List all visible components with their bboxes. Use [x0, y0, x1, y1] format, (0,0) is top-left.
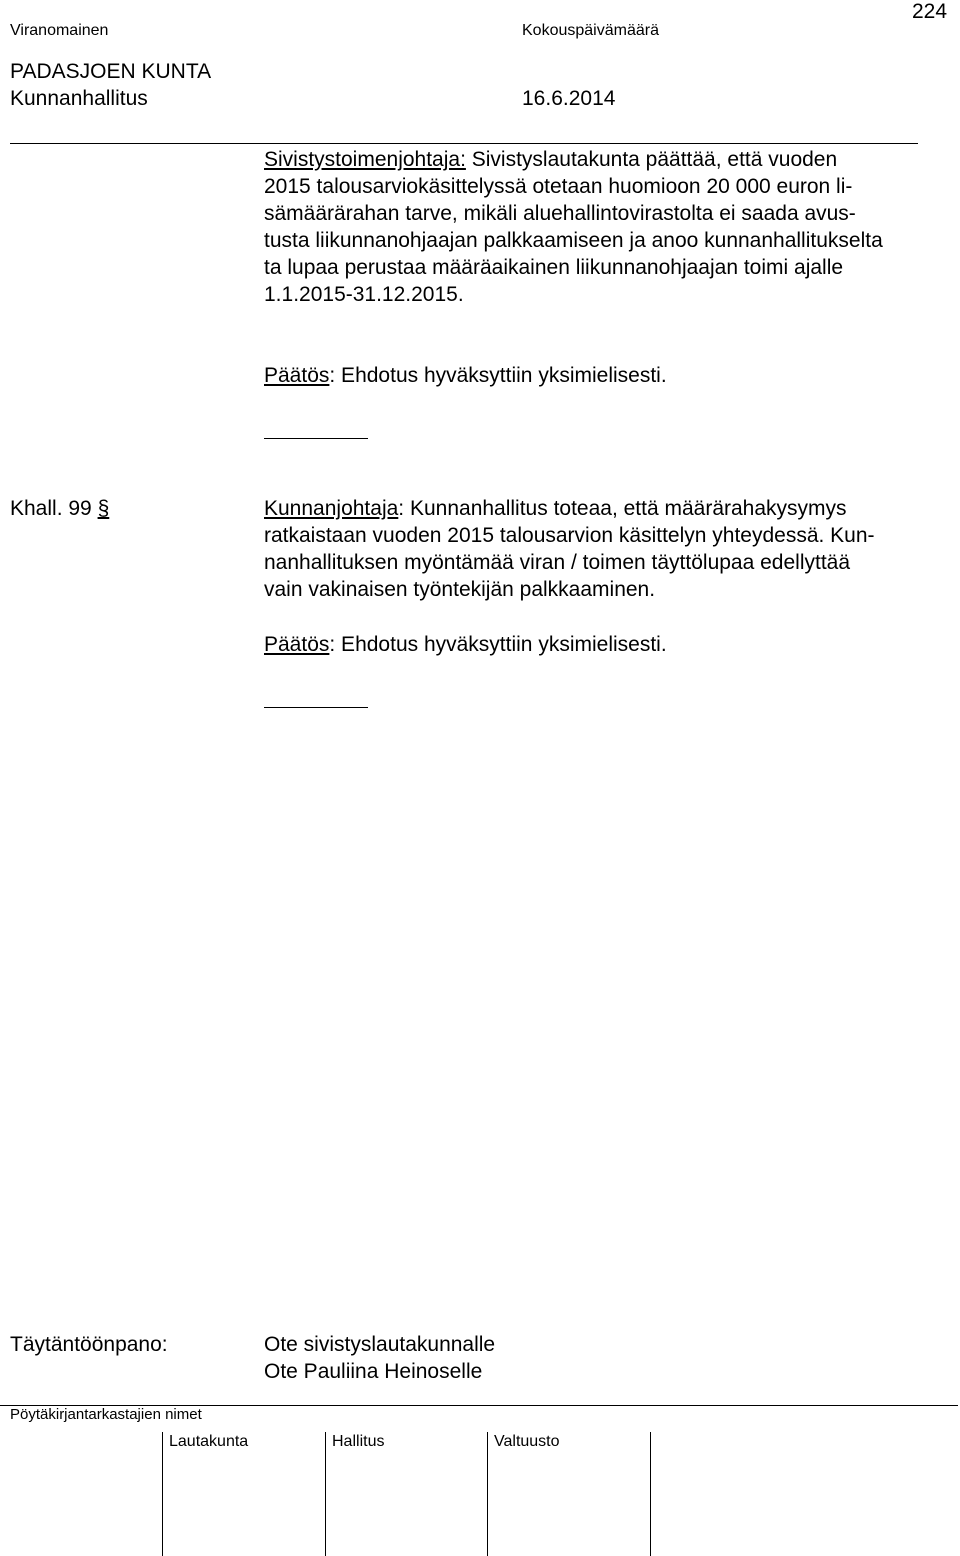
- section2-decision: [264, 631, 667, 658]
- section2-paragraph: [264, 495, 875, 603]
- section1-line: 1.1.2015-31.12.2015.: [264, 283, 464, 306]
- enforcement-item: Ote Pauliina Heinoselle: [264, 1360, 483, 1383]
- footer-column-label: Lautakunta: [169, 1433, 249, 1450]
- section1-decision-label: Päätös: [264, 364, 330, 387]
- signature-column-divider: [487, 1432, 488, 1556]
- authority-label: Viranomainen: [10, 22, 109, 39]
- section1-speaker: Sivistystoimenjohtaja:: [264, 148, 466, 171]
- section1-decision-text: : Ehdotus hyväksyttiin yksimielisesti.: [329, 364, 667, 387]
- item-number: [10, 495, 109, 522]
- meeting-date: 16.6.2014: [522, 87, 616, 110]
- section2-line: nanhallituksen myöntämää viran / toimen täyttölupaa edellyttää: [264, 551, 851, 574]
- enforcement-item: Ote sivistyslautakunnalle: [264, 1333, 496, 1356]
- section2-end-rule: [264, 707, 368, 708]
- section1-end-rule: [264, 438, 368, 439]
- section1-line: tusta liikunnanohjaajan palkkaamiseen ja anoo kunnanhallitukselta: [264, 229, 883, 252]
- section2-speaker: Kunnanjohtaja: [264, 497, 399, 520]
- governing-body: Kunnanhallitus: [10, 87, 148, 110]
- signature-column-divider: [650, 1432, 651, 1556]
- section1-line: Sivistyslautakunta päättää, että vuoden: [465, 148, 838, 171]
- footer-column-label: Hallitus: [332, 1433, 385, 1450]
- signature-column-divider: [325, 1432, 326, 1556]
- section2-decision-label: Päätös: [264, 633, 330, 656]
- enforcement-label: Täytäntöönpano:: [10, 1333, 168, 1356]
- examiners-label: Pöytäkirjantarkastajien nimet: [10, 1406, 202, 1423]
- signature-column-divider: [162, 1432, 163, 1556]
- footer-column-label: Valtuusto: [494, 1433, 560, 1450]
- section1-line: sämäärärahan tarve, mikäli aluehallintovirastolta ei saada avus-: [264, 202, 856, 225]
- section1-line: 2015 talousarviokäsittelyssä otetaan huomioon 20 000 euron li-: [264, 175, 853, 198]
- section1-line: ta lupaa perustaa määräaikainen liikunnanohjaajan toimi ajalle: [264, 256, 844, 279]
- section2-decision-text: : Ehdotus hyväksyttiin yksimielisesti.: [329, 633, 667, 656]
- page-number: 224: [912, 0, 948, 23]
- date-label: Kokouspäivämäärä: [522, 22, 659, 39]
- header-divider: [10, 143, 918, 144]
- item-label: Khall. 99: [10, 497, 92, 520]
- section2-line: vain vakinaisen työntekijän palkkaaminen.: [264, 578, 656, 601]
- section-symbol: §: [97, 497, 110, 520]
- organization-name: PADASJOEN KUNTA: [10, 60, 212, 83]
- section2-line: : Kunnanhallitus toteaa, että määrärahakysymys: [398, 497, 847, 520]
- section2-line: ratkaistaan vuoden 2015 talousarvion käsittelyn yhteydessä. Kun-: [264, 524, 875, 547]
- section1-paragraph: [264, 146, 883, 308]
- section1-decision: [264, 362, 667, 389]
